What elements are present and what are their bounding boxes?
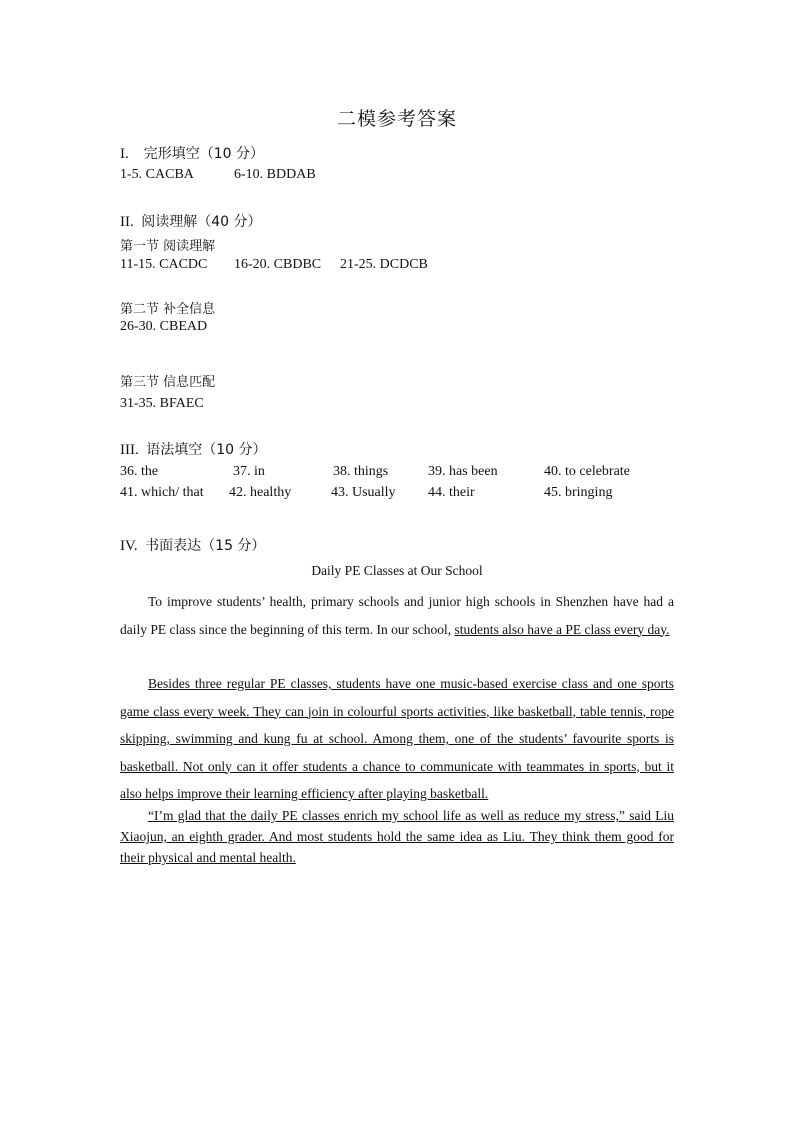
essay-paragraph-2 xyxy=(120,670,674,808)
essay-paragraph-3 xyxy=(120,805,674,868)
section-3-heading xyxy=(120,439,267,459)
section-4-heading xyxy=(120,535,265,555)
grammar-answer: 44. their xyxy=(428,485,475,500)
answer-31-35: 31-35. BFAEC xyxy=(120,396,204,411)
section-3-title: 语法填空（10 分） xyxy=(146,442,267,458)
essay-p1-underlined: students also have a PE class every day. xyxy=(454,621,670,637)
essay-paragraph-1 xyxy=(120,588,674,643)
answer-11-15: 11-15. CACDC xyxy=(120,257,208,272)
grammar-answer: 42. healthy xyxy=(229,485,292,500)
section-2-heading xyxy=(120,211,262,231)
grammar-answer: 41. which/ that xyxy=(120,485,204,500)
essay-title: Daily PE Classes at Our School xyxy=(311,563,483,578)
section-2-roman: II. xyxy=(120,214,134,230)
part-2-label: 第二节 补全信息 xyxy=(120,302,216,317)
section-1-heading xyxy=(120,143,264,163)
section-1-roman: I. xyxy=(120,146,129,162)
section-4-title: 书面表达（15 分） xyxy=(145,538,266,554)
grammar-answer: 39. has been xyxy=(428,464,498,479)
essay-p2-underlined: Besides three regular PE classes, students have one music-based exercise class and one sports game class every week. They can join in colourful sports activities, like basketball, table tennis, rope skipping, swimming and kung fu at school. Among them, one of the students’ favourite sports is basketball. Not only can it offer students a chance to communicate with teammates in sports, but it also helps improve their learning efficiency after playing basketball. xyxy=(120,676,674,801)
section-2-title: 阅读理解（40 分） xyxy=(141,214,262,230)
answer-21-25: 21-25. DCDCB xyxy=(340,257,428,272)
grammar-answer: 43. Usually xyxy=(331,485,396,500)
page-title: 二模参考答案 xyxy=(336,108,457,130)
essay-p3-underlined: “I’m glad that the daily PE classes enrich my school life as well as reduce my stress,” said Liu Xiaojun, an eighth grader. And most students hold the same idea as Liu. They think them good for their physical and mental health. xyxy=(120,808,674,865)
grammar-answer: 37. in xyxy=(233,464,265,479)
part-3-label: 第三节 信息匹配 xyxy=(120,375,216,390)
section-4-roman: IV. xyxy=(120,538,138,554)
grammar-answer: 36. the xyxy=(120,464,159,479)
grammar-answer: 40. to celebrate xyxy=(544,464,630,479)
part-1-label: 第一节 阅读理解 xyxy=(120,239,216,254)
section-1-title: 完形填空（10 分） xyxy=(143,146,265,162)
answer-26-30: 26-30. CBEAD xyxy=(120,319,208,334)
essay-p1-text: To improve students’ health, primary schools and junior high schools in Shenzhen have had a daily PE class since the beginning of this term. In our school, xyxy=(120,594,674,637)
grammar-answer: 38. things xyxy=(333,464,389,479)
section-3-roman: III. xyxy=(120,442,139,458)
answer-16-20: 16-20. CBDBC xyxy=(234,257,322,272)
answer-6-10: 6-10. BDDAB xyxy=(234,167,316,182)
answer-1-5: 1-5. CACBA xyxy=(120,167,194,182)
grammar-answer: 45. bringing xyxy=(544,485,613,500)
